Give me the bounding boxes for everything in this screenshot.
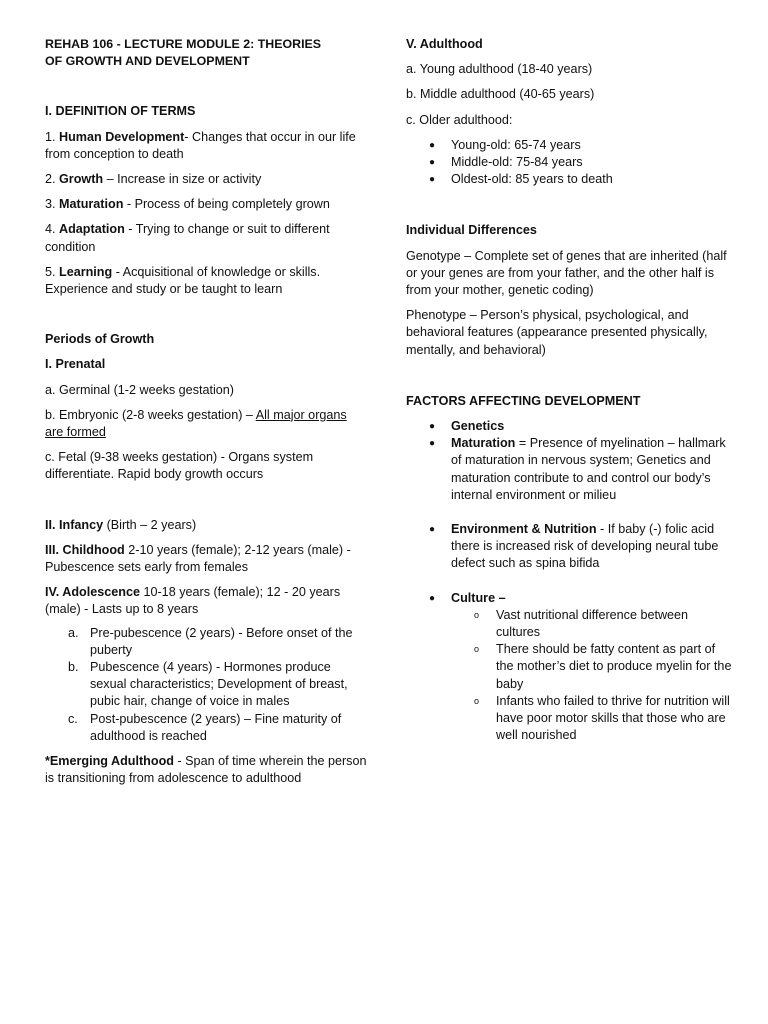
infancy-line: II. Infancy (Birth – 2 years): [45, 517, 197, 532]
list-item: ● Culture – o Vast nutritional difference between cultures o There should be fatty content as part of the mother’s diet to produce myelin for the baby o Infants who failed to thrive for nutrition will have poor motor skills that those who are well nourished: [451, 590, 732, 745]
circle-bullet-icon: o: [474, 644, 480, 655]
title-line-1: REHAB 106 - LECTURE MODULE 2: THEORIES: [45, 37, 322, 51]
factors-list: [406, 418, 732, 744]
list-item: o Infants who failed to thrive for nutrition will have poor motor skills that those who are well nourished: [474, 693, 730, 743]
right-column: [406, 36, 732, 753]
factors-heading: FACTORS AFFECTING DEVELOPMENT: [406, 393, 641, 408]
list-item: a. Pre-pubescence (2 years) - Before onset of the puberty: [68, 625, 353, 657]
older-adulthood: c. Older adulthood:: [406, 112, 513, 127]
circle-bullet-icon: o: [474, 695, 480, 706]
childhood-line: III. Childhood 2-10 years (female); 2-12 years (male) - Pubescence sets early from females: [45, 542, 351, 575]
prenatal-heading: I. Prenatal: [45, 357, 106, 372]
list-item: ● Middle-old: 75-84 years: [451, 154, 732, 171]
periods-heading: Periods of Growth: [45, 332, 155, 347]
individual-differences-heading: Individual Differences: [406, 223, 537, 238]
prenatal-fetal: c. Fetal (9-38 weeks gestation) - Organs system differentiate. Rapid body growth occurs: [45, 450, 314, 482]
adulthood-heading: V. Adulthood: [406, 37, 483, 51]
bullet-icon: ●: [429, 157, 436, 169]
left-column: [45, 36, 367, 796]
middle-adulthood: b. Middle adulthood (40-65 years): [406, 87, 595, 102]
culture-sublist: [451, 607, 732, 745]
phenotype-paragraph: Phenotype – Person’s physical, psychological, and behavioral features (appearance presented physically, mentally, and behavioral): [406, 308, 708, 357]
emerging-adulthood: *Emerging Adulthood - Span of time wherein the person is transitioning from adolescence to adulthood: [45, 754, 367, 786]
prenatal-germinal: a. Germinal (1-2 weeks gestation): [45, 382, 234, 397]
young-adulthood: a. Young adulthood (18-40 years): [406, 62, 593, 77]
bullet-icon: ●: [429, 174, 436, 186]
term-maturation: 3. Maturation - Process of being completely grown: [45, 197, 330, 212]
older-adulthood-list: [406, 137, 732, 189]
bullet-icon: ●: [429, 139, 436, 151]
bullet-icon: ●: [429, 524, 436, 536]
list-item: o Vast nutritional difference between cultures: [474, 607, 689, 640]
term-adaptation: 4. Adaptation - Trying to change or suit to different condition: [45, 222, 330, 254]
circle-bullet-icon: o: [474, 609, 480, 620]
bullet-icon: ●: [429, 438, 436, 450]
term-growth: 2. Growth – Increase in size or activity: [45, 172, 262, 187]
list-item: ● Genetics: [451, 418, 732, 435]
list-item: ● Oldest-old: 85 years to death: [451, 171, 732, 188]
prenatal-embryonic: b. Embryonic (2-8 weeks gestation) – All major organs are formed: [45, 407, 347, 440]
bullet-icon: ●: [429, 592, 436, 604]
adolescence-list: [45, 625, 367, 745]
bullet-icon: ●: [429, 421, 436, 433]
document-title: [45, 36, 367, 70]
list-item: o There should be fatty content as part of the mother’s diet to produce myelin for the baby: [474, 642, 732, 691]
list-item: b. Pubescence (4 years) - Hormones produce sexual characteristics; Development of breast, pubic hair, change of voice in males: [68, 660, 348, 709]
section-definition-heading: I. DEFINITION OF TERMS: [45, 104, 196, 119]
title-line-2: OF GROWTH AND DEVELOPMENT: [45, 54, 250, 69]
list-item: ● Environment & Nutrition - If baby (-) folic acid there is increased risk of developing neural tube defect such as spina bifida: [429, 522, 719, 571]
list-item: ● Young-old: 65-74 years: [451, 137, 732, 154]
term-learning: 5. Learning - Acquisitional of knowledge or skills. Experience and study or be taught to learn: [45, 264, 321, 297]
adolescence-line: IV. Adolescence 10-18 years (female); 12 - 20 years (male) - Lasts up to 8 years: [45, 585, 341, 617]
list-item: c. Post-pubescence (2 years) – Fine maturity of adulthood is reached: [68, 711, 342, 743]
term-human-development: 1. Human Development- Changes that occur in our life from conception to death: [45, 129, 356, 161]
list-item: ● Maturation = Presence of myelination – hallmark of maturation in nervous system; Genetics and maturation contribute to and control our body’s internal environment or milieu: [429, 436, 726, 502]
genotype-paragraph: Genotype – Complete set of genes that are inherited (half or your genes are from your father, and the other half is from your mother, genetic coding): [406, 248, 727, 298]
